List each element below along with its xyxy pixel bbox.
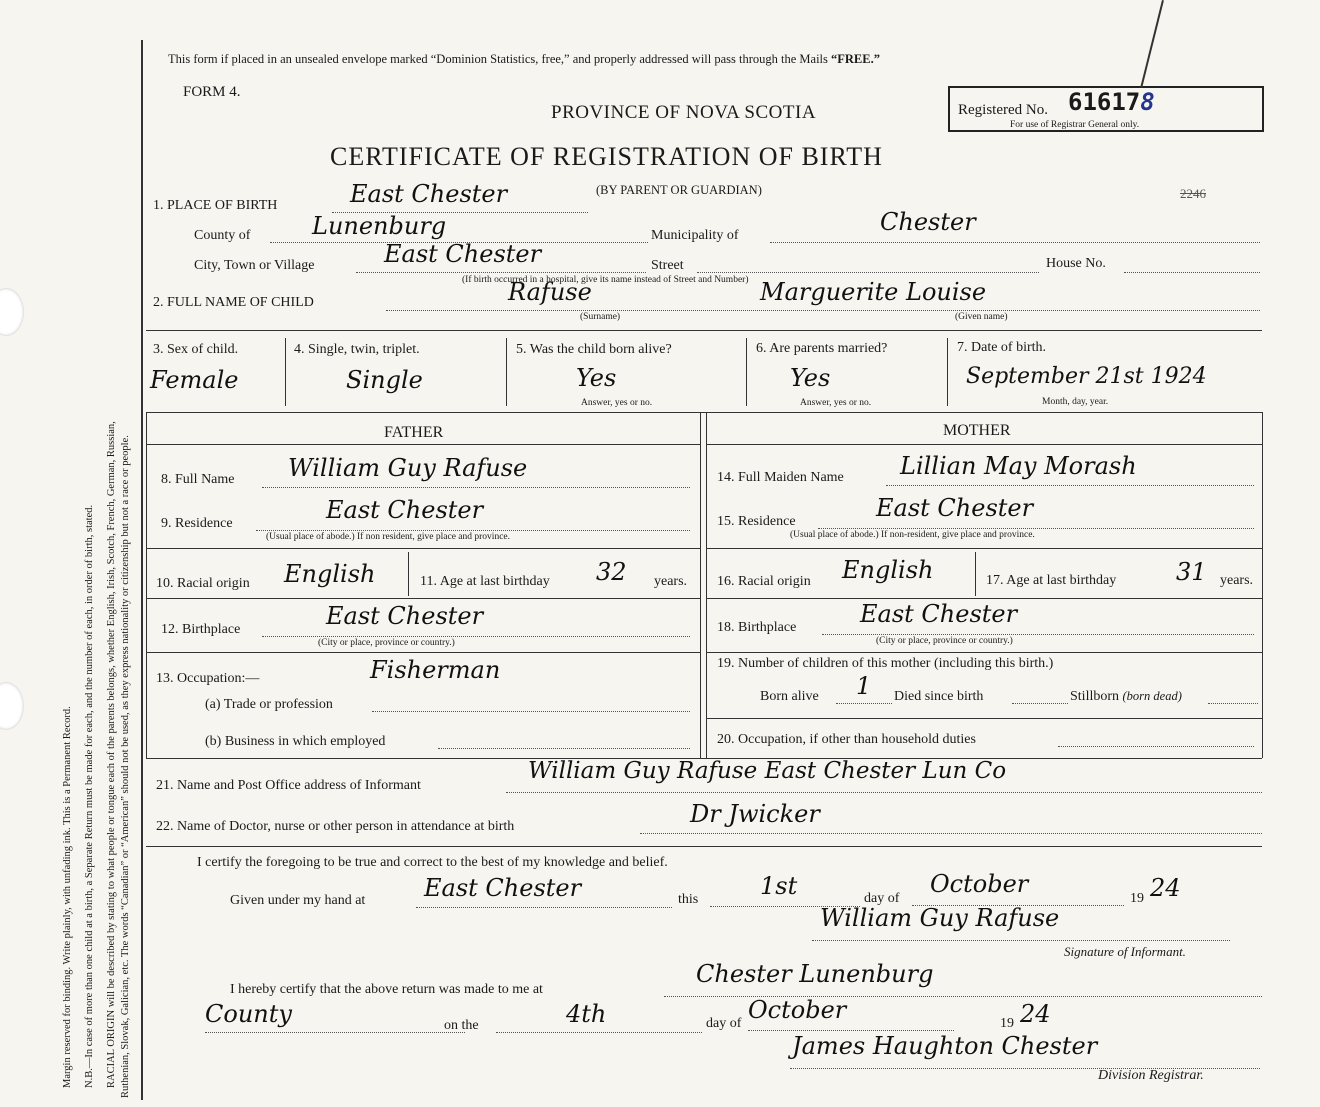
house-label: House No. [1046, 256, 1106, 271]
place-of-birth-label: 1. PLACE OF BIRTH [153, 198, 278, 213]
province-heading: PROVINCE OF NOVA SCOTIA [551, 102, 817, 123]
children-count-label: 19. Number of children of this mother (including this birth.) [717, 656, 1054, 671]
mother-residence: East Chester [876, 494, 1034, 522]
mother-name-label: 14. Full Maiden Name [717, 470, 844, 485]
day-of-label: day of [864, 891, 900, 906]
municipality-value: Chester [880, 208, 976, 236]
day-value: 1st [760, 872, 798, 900]
municipality-label: Municipality of [651, 228, 739, 243]
father-heading: FATHER [384, 424, 444, 441]
father-age: 32 [596, 558, 627, 586]
registrar-place: Chester Lunenburg [696, 960, 934, 988]
father-trade-label: (a) Trade or profession [205, 697, 333, 712]
mother-residence-note: (Usual place of abode.) If non-resident, give place and province. [790, 530, 1035, 540]
signature-note: Signature of Informant. [1064, 944, 1186, 959]
dob-label: 7. Date of birth. [957, 340, 1047, 355]
given-place: East Chester [424, 874, 582, 902]
sex-label: 3. Sex of child. [153, 342, 239, 357]
year2-prefix: 19 [1000, 1016, 1014, 1031]
father-age-label: 11. Age at last birthday [420, 574, 550, 589]
mother-age: 31 [1176, 558, 1207, 586]
mother-age-label: 17. Age at last birthday [986, 573, 1117, 588]
informant-label: 21. Name and Post Office address of Informant [156, 778, 421, 793]
county-label: County of [194, 228, 251, 243]
year-value: 24 [1150, 874, 1181, 902]
father-residence-label: 9. Residence [161, 516, 233, 531]
margin-note-2: N.B.—In case of more than one child at a birth, a Separate Return must be made for each, and the number of each, in order of birth, stated. [84, 504, 95, 1088]
registrar-note: For use of Registrar General only. [1010, 120, 1140, 130]
street-label: Street [651, 258, 684, 273]
surname-note: (Surname) [580, 312, 621, 322]
father-name-label: 8. Full Name [161, 472, 235, 487]
mother-residence-label: 15. Residence [717, 514, 796, 529]
alive-value: Yes [576, 364, 617, 392]
given-under-hand-label: Given under my hand at [230, 893, 366, 908]
registered-label: Registered No. [958, 102, 1048, 118]
father-occupation-label: 13. Occupation:— [156, 671, 260, 686]
alive-label: 5. Was the child born alive? [516, 342, 672, 357]
city-value: East Chester [384, 240, 542, 268]
sex-value: Female [150, 366, 239, 394]
punch-hole [0, 682, 24, 730]
mother-years: years. [1220, 573, 1254, 588]
registrar-place-continued: County [205, 1000, 292, 1028]
plurality-label: 4. Single, twin, triplet. [294, 342, 420, 357]
corner-code: 2246 [1180, 186, 1206, 201]
father-residence: East Chester [326, 496, 484, 524]
given-name-note: (Given name) [955, 312, 1008, 322]
father-occupation: Fisherman [370, 656, 501, 684]
father-birthplace-note: (City or place, province or country.) [318, 638, 455, 648]
dob-note: Month, day, year. [1042, 397, 1109, 407]
plurality-value: Single [346, 366, 423, 394]
city-label: City, Town or Village [194, 258, 315, 273]
mother-heading: MOTHER [943, 422, 1011, 439]
born-alive-value: 1 [856, 672, 872, 700]
hospital-note: (If birth occurred in a hospital, give its name instead of Street and Number) [462, 275, 749, 285]
year2-value: 24 [1020, 1000, 1051, 1028]
year-prefix: 19 [1130, 891, 1144, 906]
form-number: FORM 4. [183, 84, 241, 100]
mother-racial: English [842, 556, 934, 584]
day-of2-label: day of [706, 1016, 742, 1031]
father-racial: English [284, 560, 376, 588]
father-racial-label: 10. Racial origin [156, 576, 250, 591]
mother-occupation-label: 20. Occupation, if other than household duties [717, 732, 976, 747]
informant-signature: William Guy Rafuse [820, 904, 1060, 932]
margin-note-1: Margin reserved for binding. Write plainly, with unfading ink. This is a Permanent Record. [62, 706, 73, 1088]
punch-hole [0, 288, 24, 336]
father-birthplace-label: 12. Birthplace [161, 622, 241, 637]
margin-note-3: RACIAL ORIGIN will be described by stating to what people or tongue each of the parents belongs, whether English, Irish, Scotch, French, German, Russian, [106, 421, 117, 1088]
dob-value: September 21st 1924 [966, 364, 1207, 389]
father-birthplace: East Chester [326, 602, 484, 630]
on-the-label: on the [444, 1018, 479, 1033]
child-given-name: Marguerite Louise [760, 278, 987, 306]
informant-value: William Guy Rafuse East Chester Lun Co [528, 758, 1007, 784]
doctor-value: Dr Jwicker [690, 800, 820, 828]
registrar-signature: James Haughton Chester [792, 1032, 1098, 1060]
place-of-birth-value: East Chester [350, 180, 508, 208]
registrar-certify-label: I hereby certify that the above return was made to me at [230, 982, 543, 997]
died-since-birth-label: Died since birth [894, 689, 984, 704]
mother-racial-label: 16. Racial origin [717, 574, 811, 589]
father-residence-note: (Usual place of abode.) If non resident, give place and province. [266, 532, 510, 542]
stillborn-label: Stillborn (born dead) [1070, 689, 1182, 704]
mother-birthplace-label: 18. Birthplace [717, 620, 797, 635]
born-alive-label: Born alive [760, 689, 819, 704]
mother-name: Lillian May Morash [900, 452, 1137, 480]
married-value: Yes [790, 364, 831, 392]
margin-note-4: Ruthenian, Slovak, Galician, etc. The words “Canadian” or “American” should not be used, as they express nationality or citizenship but not a race or people. [120, 435, 131, 1098]
married-answer-note: Answer, yes or no. [800, 398, 872, 408]
month2-value: October [748, 996, 847, 1024]
mother-birthplace: East Chester [860, 600, 1018, 628]
registered-number: 616178 [1068, 88, 1155, 116]
father-business-label: (b) Business in which employed [205, 734, 386, 749]
child-surname: Rafuse [508, 278, 592, 306]
child-name-label: 2. FULL NAME OF CHILD [153, 295, 314, 310]
page-subtitle: (BY PARENT OR GUARDIAN) [596, 183, 762, 197]
month-value: October [930, 870, 1029, 898]
page-title: CERTIFICATE OF REGISTRATION OF BIRTH [330, 142, 883, 171]
pen-stroke [1140, 0, 1164, 88]
certify-line: I certify the foregoing to be true and correct to the best of my knowledge and belief. [197, 855, 668, 870]
married-label: 6. Are parents married? [756, 341, 888, 356]
this-label: this [678, 892, 699, 907]
division-registrar-note: Division Registrar. [1098, 1068, 1204, 1083]
binding-line [141, 40, 143, 1100]
mother-birthplace-note: (City or place, province or country.) [876, 636, 1013, 646]
mail-notice: This form if placed in an unsealed envelope marked “Dominion Statistics, free,” and properly addressed will pass through the Mails “FREE.” [168, 52, 880, 66]
alive-answer-note: Answer, yes or no. [581, 398, 653, 408]
father-name: William Guy Rafuse [288, 454, 528, 482]
doctor-label: 22. Name of Doctor, nurse or other person in attendance at birth [156, 819, 515, 834]
county-value: Lunenburg [312, 212, 447, 240]
day2-value: 4th [566, 1000, 607, 1028]
father-years: years. [654, 574, 688, 589]
